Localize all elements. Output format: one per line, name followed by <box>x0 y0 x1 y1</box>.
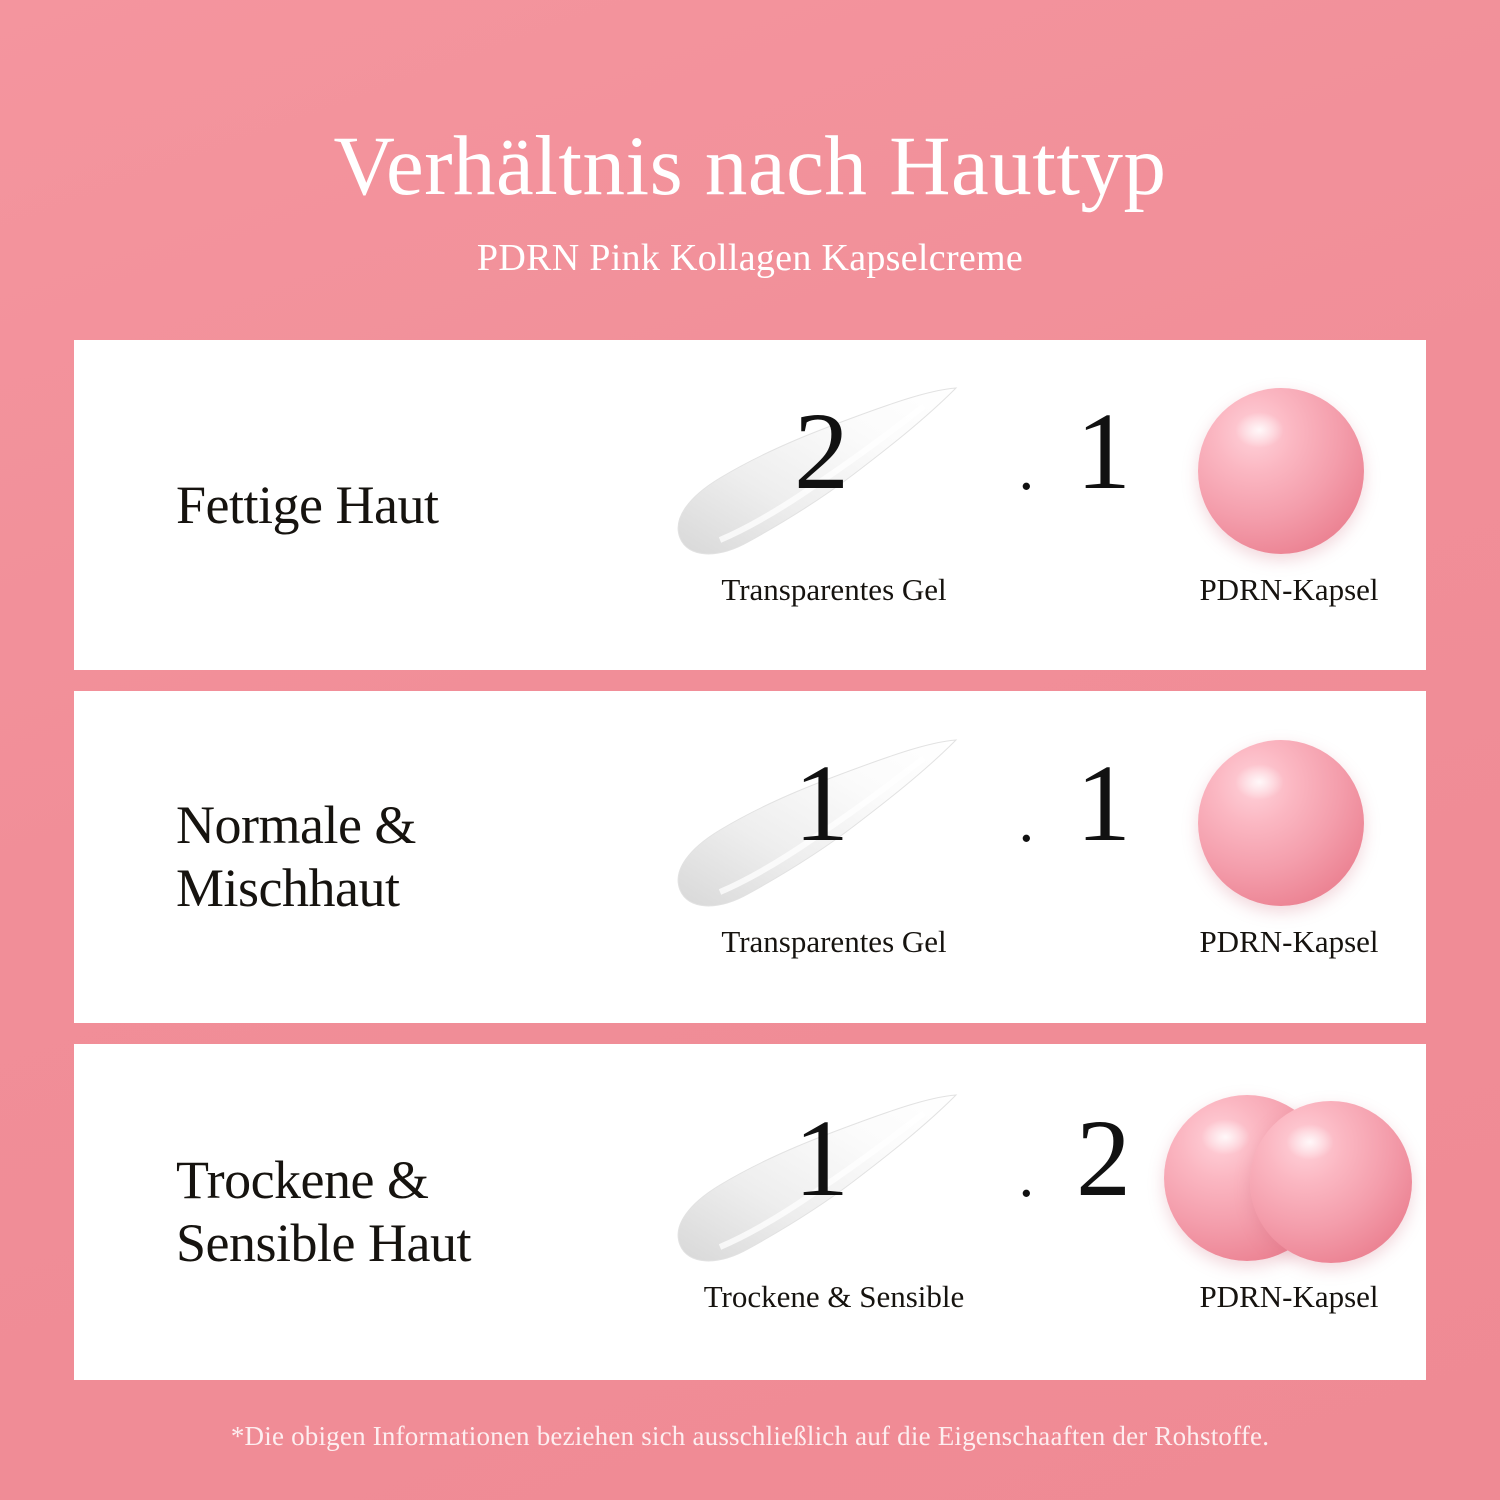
capsule-ratio-value: 1 <box>1076 390 1131 513</box>
skin-type-label <box>74 1149 544 1276</box>
capsule-caption: PDRN-Kapsel <box>1199 1279 1379 1315</box>
skin-type-line-2: Mischhaut <box>176 858 400 919</box>
pdrn-capsule-icon <box>1250 1101 1412 1263</box>
capsule-ratio-value: 1 <box>1076 742 1131 865</box>
ratio-area <box>544 1044 1426 1380</box>
skin-type-label <box>74 474 544 538</box>
gel-group <box>674 390 994 620</box>
capsule-caption: PDRN-Kapsel <box>1199 924 1379 960</box>
gel-ratio-value: 2 <box>794 390 849 513</box>
skin-type-line-1: Trockene & <box>176 1149 429 1210</box>
capsule-group <box>1064 1097 1444 1327</box>
pearl-wrap <box>1164 388 1434 568</box>
ratio-card <box>74 1044 1426 1380</box>
pdrn-capsule-icon <box>1198 740 1364 906</box>
ratio-separator: · <box>1016 1160 1037 1229</box>
ratio-separator: · <box>1016 453 1037 522</box>
pearl-wrap <box>1164 1095 1434 1275</box>
footnote: *Die obigen Informationen beziehen sich ausschließlich auf die Eigenschaaften der Rohstoffe. <box>230 1421 1270 1451</box>
gel-group <box>674 1097 994 1327</box>
capsule-group <box>1064 742 1444 972</box>
header <box>0 0 1500 280</box>
ratio-separator: · <box>1016 805 1037 874</box>
capsule-ratio-value: 2 <box>1076 1097 1131 1220</box>
ratio-area <box>544 340 1426 670</box>
ratio-card <box>74 691 1426 1023</box>
page-subtitle: PDRN Pink Kollagen Kapselcreme <box>476 237 1024 280</box>
ratio-card-list <box>74 280 1426 1380</box>
gel-caption: Trockene & Sensible <box>703 1279 965 1315</box>
capsule-group <box>1064 390 1444 620</box>
gel-ratio-value: 1 <box>794 742 849 865</box>
pdrn-capsule-icon <box>1198 388 1364 554</box>
gel-group <box>674 742 994 972</box>
gel-caption: Transparentes Gel <box>721 572 947 608</box>
skin-type-line-1: Normale & <box>176 794 416 855</box>
ratio-card <box>74 340 1426 670</box>
gel-caption: Transparentes Gel <box>721 924 947 960</box>
capsule-caption: PDRN-Kapsel <box>1199 572 1379 608</box>
ratio-area <box>544 691 1426 1023</box>
pearl-wrap <box>1164 740 1434 920</box>
gel-ratio-value: 1 <box>794 1097 849 1220</box>
skin-type-label <box>74 794 544 921</box>
skin-type-line-2: Sensible Haut <box>176 1213 471 1274</box>
skin-type-line-1: Fettige Haut <box>176 474 439 535</box>
page-title: Verhältnis nach Hauttyp <box>333 119 1167 213</box>
